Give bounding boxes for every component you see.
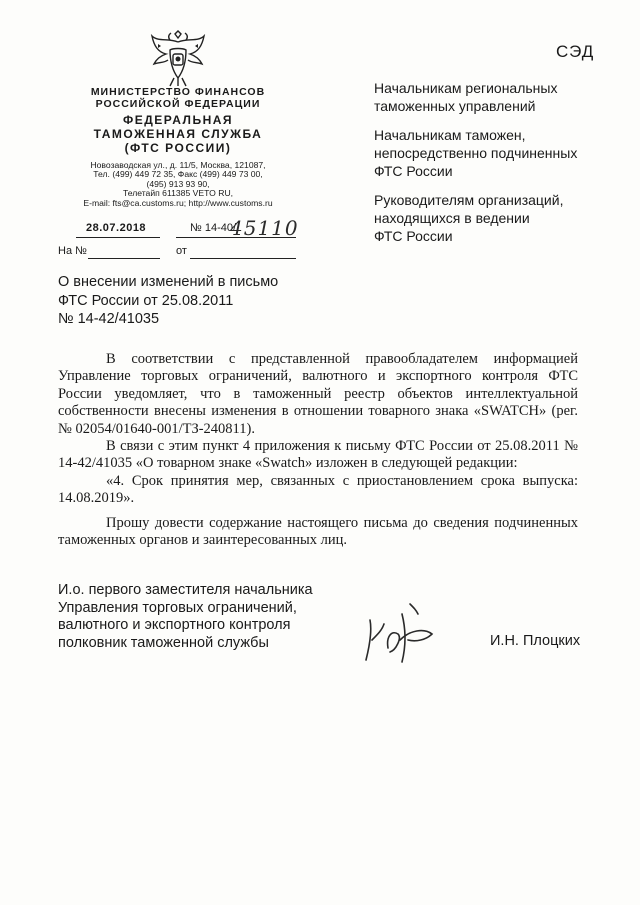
issuer-contacts bbox=[58, 161, 298, 208]
ministry-line-1: МИНИСТЕРСТВО ФИНАНСОВ bbox=[90, 86, 266, 98]
registration-line bbox=[58, 216, 308, 240]
body-paragraph: Прошу довести содержание настоящего письма до сведения подчиненных таможенных органов и заинтересованных лиц. bbox=[58, 514, 578, 549]
reference-label: На № bbox=[58, 245, 87, 257]
contact-line: Тел. (499) 449 72 35, Факс (499) 449 73 00, bbox=[93, 169, 263, 180]
sed-mark: СЭД bbox=[556, 42, 595, 61]
letter-body bbox=[58, 351, 578, 549]
contact-line: Телетайп 611385 VETO RU, bbox=[122, 188, 234, 199]
handwritten-signature bbox=[362, 600, 442, 666]
registration-number-prefix: № 14-40/ bbox=[190, 222, 237, 234]
contact-line: E-mail: fts@ca.customs.ru; http://www.customs.ru bbox=[83, 197, 273, 208]
reference-underline bbox=[88, 258, 160, 259]
signer-line: Управления торговых ограничений, bbox=[58, 599, 297, 616]
reference-from-underline bbox=[190, 258, 296, 259]
body-paragraph: В связи с этим пункт 4 приложения к письму ФТС России от 25.08.2011 № 14-42/41035 «О товарном знаке «Swatch» изложен в следующей редакции: bbox=[58, 438, 578, 472]
addressee-group-3 bbox=[374, 191, 563, 245]
reference-from-label: от bbox=[176, 245, 187, 257]
addressee-line: непосредственно подчиненных bbox=[374, 145, 578, 161]
addressee-line: Руководителям организаций, bbox=[374, 192, 564, 208]
registration-number-handwritten: 45110 bbox=[230, 216, 299, 240]
addressee-group-2 bbox=[374, 126, 577, 180]
ministry-line-2: РОССИЙСКОЙ ФЕДЕРАЦИИ bbox=[95, 98, 261, 110]
body-paragraph: «4. Срок принятия мер, связанных с приостановлением срока выпуска: 14.08.2019». bbox=[58, 472, 578, 507]
contact-line: Новозаводская ул., д. 11/5, Москва, 121087, bbox=[90, 160, 266, 170]
signer-name: И.Н. Плоцких bbox=[490, 633, 581, 649]
signer-line: валютного и экспортного контроля bbox=[58, 617, 291, 634]
addressee-line: ФТС России bbox=[374, 163, 453, 179]
reference-line bbox=[58, 245, 308, 261]
service-line-3: (ФТС РОССИИ) bbox=[124, 141, 232, 155]
addressee-line: таможенных управлений bbox=[374, 98, 536, 114]
signer-block bbox=[58, 582, 313, 652]
addressee-line: Начальникам региональных bbox=[374, 80, 558, 96]
subject-line: ФТС России от 25.08.2011 bbox=[58, 292, 234, 309]
addressee-line: ФТС России bbox=[374, 228, 453, 244]
subject-line: № 14-42/41035 bbox=[58, 311, 160, 327]
signer-line: полковник таможенной службы bbox=[58, 634, 269, 651]
subject-line: О внесении изменений в письмо bbox=[58, 274, 279, 290]
registration-date: 28.07.2018 bbox=[86, 222, 147, 234]
date-underline bbox=[76, 237, 160, 238]
coat-of-arms-icon bbox=[148, 30, 208, 88]
addressee-line: находящихся в ведении bbox=[374, 210, 530, 226]
body-paragraph: В соответствии с представленной правообладателем информацией Управление торговых ограничений, валютного и экспортного контроля ФТС России уведомляет, что в таможенный реестр объектов интеллектуальной собственности внесены изменения в отношении товарного знака «SWATCH» (рег. № 02054/01640-001/ТЗ-240811). bbox=[58, 351, 578, 437]
service-line-2: ТАМОЖЕННАЯ СЛУЖБА bbox=[93, 127, 263, 141]
number-underline bbox=[176, 237, 296, 238]
contact-line: (495) 913 93 90, bbox=[146, 178, 210, 189]
addressee-line: Начальникам таможен, bbox=[374, 127, 526, 143]
letter-subject bbox=[58, 273, 278, 329]
issuer-block bbox=[58, 86, 298, 208]
addressee-group-1 bbox=[374, 79, 557, 115]
signer-line: И.о. первого заместителя начальника bbox=[58, 582, 313, 598]
service-line-1: ФЕДЕРАЛЬНАЯ bbox=[122, 113, 234, 127]
